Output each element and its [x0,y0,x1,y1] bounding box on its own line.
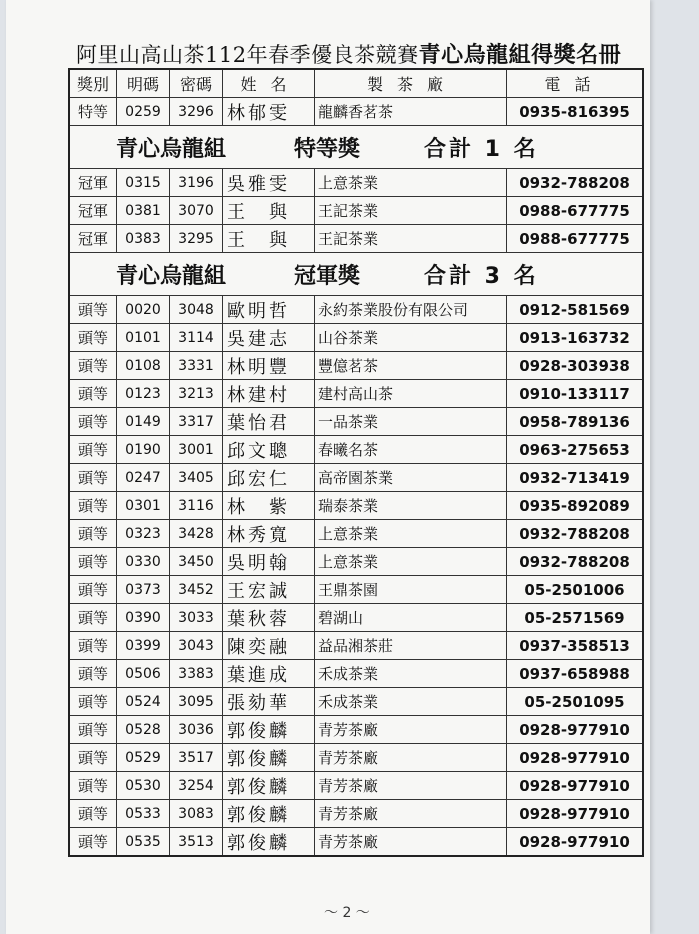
header-public-code: 明碼 [117,70,170,97]
table-row [70,296,642,324]
table-row [70,408,642,436]
cell-phone: 0928-977910 [519,832,630,851]
cell-award: 頭等 [70,408,117,435]
header-name: 姓名 [223,70,315,97]
cell-award: 頭等 [70,772,117,799]
cell-factory: 上意茶業 [315,548,507,575]
cell-name: 邱宏仁 [223,464,315,491]
table-row [70,828,642,855]
cell-factory: 上意茶業 [315,520,507,547]
table-row [70,716,642,744]
cell-phone: 0928-303938 [519,356,630,375]
cell-name: 郭俊麟 [223,744,315,771]
cell-award: 頭等 [70,352,117,379]
cell-award: 頭等 [70,632,117,659]
cell-public-code: 0529 [117,744,170,771]
cell-public-code: 0373 [117,576,170,603]
cell-phone: 0928-977910 [519,748,630,767]
cell-secret-code: 3036 [170,716,223,743]
cell-name: 邱文聰 [223,436,315,463]
cell-public-code: 0101 [117,324,170,351]
awards-table [68,68,644,857]
cell-public-code: 0528 [117,716,170,743]
table-row [70,520,642,548]
cell-public-code: 0330 [117,548,170,575]
summary-prize: 特等獎 [294,136,361,162]
cell-factory: 王記茶業 [315,197,507,224]
table-row [70,744,642,772]
cell-name: 吳雅雯 [223,169,315,196]
cell-phone: 0958-789136 [519,412,630,431]
table-row [70,169,642,197]
cell-public-code: 0535 [117,828,170,855]
table-row [70,324,642,352]
cell-name: 歐明哲 [223,296,315,323]
cell-secret-code: 3383 [170,660,223,687]
cell-name: 葉進成 [223,660,315,687]
table-header [70,70,642,98]
cell-public-code: 0530 [117,772,170,799]
cell-award: 頭等 [70,296,117,323]
cell-public-code: 0390 [117,604,170,631]
cell-name: 郭俊麟 [223,828,315,855]
cell-phone: 0988-677775 [519,229,630,248]
cell-phone: 0932-788208 [519,173,630,192]
cell-public-code: 0524 [117,688,170,715]
cell-factory: 青芳茶廠 [315,716,507,743]
cell-phone: 0932-788208 [519,552,630,571]
header-factory: 製茶廠 [315,70,507,97]
cell-award: 冠軍 [70,197,117,224]
cell-factory: 上意茶業 [315,169,507,196]
cell-public-code: 0301 [117,492,170,519]
table-row [70,576,642,604]
cell-factory: 青芳茶廠 [315,772,507,799]
cell-name: 葉秋蓉 [223,604,315,631]
cell-award: 頭等 [70,800,117,827]
cell-name: 王 與 [223,197,315,224]
table-row [70,464,642,492]
cell-name: 王 與 [223,225,315,252]
cell-phone: 05-2571569 [524,608,625,627]
cell-factory: 益品湘茶莊 [315,632,507,659]
table-row [70,688,642,716]
cell-secret-code: 3513 [170,828,223,855]
cell-award: 頭等 [70,688,117,715]
header-award: 獎別 [70,70,117,97]
cell-public-code: 0149 [117,408,170,435]
table-row [70,548,642,576]
cell-factory: 王鼎茶園 [315,576,507,603]
cell-public-code: 0506 [117,660,170,687]
cell-phone: 0912-581569 [519,300,630,319]
cell-secret-code: 3196 [170,169,223,196]
cell-public-code: 0108 [117,352,170,379]
cell-factory: 永約茶業股份有限公司 [315,296,507,323]
cell-name: 葉怡君 [223,408,315,435]
cell-award: 頭等 [70,464,117,491]
table-row [70,800,642,828]
cell-public-code: 0247 [117,464,170,491]
cell-phone: 0937-358513 [519,636,630,655]
cell-award: 頭等 [70,828,117,855]
cell-secret-code: 3070 [170,197,223,224]
header-phone: 電話 [544,75,605,94]
cell-factory: 青芳茶廠 [315,744,507,771]
cell-secret-code: 3254 [170,772,223,799]
cell-public-code: 0020 [117,296,170,323]
cell-secret-code: 3452 [170,576,223,603]
cell-secret-code: 3083 [170,800,223,827]
cell-factory: 龍麟香茗茶 [315,98,507,125]
cell-factory: 碧湖山 [315,604,507,631]
title-bold: 青心烏龍組得獎名冊 [418,42,622,68]
cell-factory: 禾成茶業 [315,688,507,715]
cell-secret-code: 3033 [170,604,223,631]
cell-phone: 0928-977910 [519,720,630,739]
cell-phone: 0963-275653 [519,440,630,459]
cell-name: 吳明翰 [223,548,315,575]
cell-secret-code: 3450 [170,548,223,575]
cell-factory: 青芳茶廠 [315,828,507,855]
cell-public-code: 0315 [117,169,170,196]
cell-factory: 禾成茶業 [315,660,507,687]
cell-public-code: 0383 [117,225,170,252]
cell-factory: 春曦名茶 [315,436,507,463]
cell-name: 張劾華 [223,688,315,715]
cell-secret-code: 3405 [170,464,223,491]
cell-phone: 0988-677775 [519,201,630,220]
cell-name: 林郁雯 [223,98,315,125]
cell-award: 頭等 [70,380,117,407]
cell-award: 頭等 [70,436,117,463]
table-row [70,225,642,253]
title-prefix: 阿里山高山茶112年春季優良茶競賽 [76,43,419,67]
cell-secret-code: 3331 [170,352,223,379]
cell-secret-code: 3296 [170,98,223,125]
cell-factory: 豐億茗茶 [315,352,507,379]
cell-secret-code: 3428 [170,520,223,547]
section-summary [70,253,642,296]
cell-phone: 0928-977910 [519,804,630,823]
cell-name: 郭俊麟 [223,716,315,743]
cell-factory: 青芳茶廠 [315,800,507,827]
table-row [70,772,642,800]
summary-group: 青心烏龍組 [116,263,227,289]
cell-phone: 0932-788208 [519,524,630,543]
cell-award: 頭等 [70,576,117,603]
cell-award: 頭等 [70,548,117,575]
cell-secret-code: 3114 [170,324,223,351]
cell-public-code: 0381 [117,197,170,224]
cell-public-code: 0123 [117,380,170,407]
cell-factory: 建村高山茶 [315,380,507,407]
cell-factory: 高帝園茶業 [315,464,507,491]
cell-phone: 0935-892089 [519,496,630,515]
summary-group: 青心烏龍組 [116,136,227,162]
table-row [70,660,642,688]
cell-name: 吳建志 [223,324,315,351]
cell-phone: 0913-163732 [519,328,630,347]
cell-award: 頭等 [70,744,117,771]
cell-secret-code: 3116 [170,492,223,519]
table-row [70,632,642,660]
cell-public-code: 0399 [117,632,170,659]
cell-name: 郭俊麟 [223,800,315,827]
cell-phone: 0932-713419 [519,468,630,487]
cell-name: 林 紫 [223,492,315,519]
cell-name: 林秀寬 [223,520,315,547]
cell-award: 冠軍 [70,169,117,196]
document-page [6,0,650,934]
cell-secret-code: 3213 [170,380,223,407]
table-row [70,98,642,126]
cell-name: 郭俊麟 [223,772,315,799]
cell-award: 冠軍 [70,225,117,252]
cell-public-code: 0323 [117,520,170,547]
cell-award: 特等 [70,98,117,125]
page-number: ～ 2 ～ [324,905,370,921]
section-summary [70,126,642,169]
cell-public-code: 0533 [117,800,170,827]
summary-prize: 冠軍獎 [294,263,361,289]
cell-factory: 一品茶業 [315,408,507,435]
cell-award: 頭等 [70,604,117,631]
cell-award: 頭等 [70,660,117,687]
cell-name: 陳奕融 [223,632,315,659]
table-row [70,604,642,632]
cell-factory: 王記茶業 [315,225,507,252]
cell-name: 王宏誠 [223,576,315,603]
table-row [70,436,642,464]
cell-secret-code: 3048 [170,296,223,323]
document-title [76,38,636,69]
summary-total: 合計 1 名 [424,136,539,162]
cell-award: 頭等 [70,324,117,351]
cell-phone: 05-2501095 [524,692,625,711]
cell-name: 林建村 [223,380,315,407]
cell-secret-code: 3043 [170,632,223,659]
cell-secret-code: 3001 [170,436,223,463]
cell-phone: 0935-816395 [519,102,630,121]
cell-factory: 山谷茶業 [315,324,507,351]
table-row [70,197,642,225]
cell-phone: 0937-658988 [519,664,630,683]
header-secret-code: 密碼 [170,70,223,97]
cell-phone: 05-2501006 [524,580,625,599]
cell-public-code: 0190 [117,436,170,463]
cell-secret-code: 3517 [170,744,223,771]
cell-phone: 0928-977910 [519,776,630,795]
cell-factory: 瑞泰茶業 [315,492,507,519]
table-row [70,380,642,408]
cell-secret-code: 3295 [170,225,223,252]
cell-secret-code: 3317 [170,408,223,435]
cell-phone: 0910-133117 [519,384,630,403]
table-row [70,492,642,520]
cell-award: 頭等 [70,520,117,547]
cell-name: 林明豐 [223,352,315,379]
cell-secret-code: 3095 [170,688,223,715]
summary-total: 合計 3 名 [424,263,539,289]
cell-award: 頭等 [70,716,117,743]
cell-award: 頭等 [70,492,117,519]
table-row [70,352,642,380]
cell-public-code: 0259 [117,98,170,125]
